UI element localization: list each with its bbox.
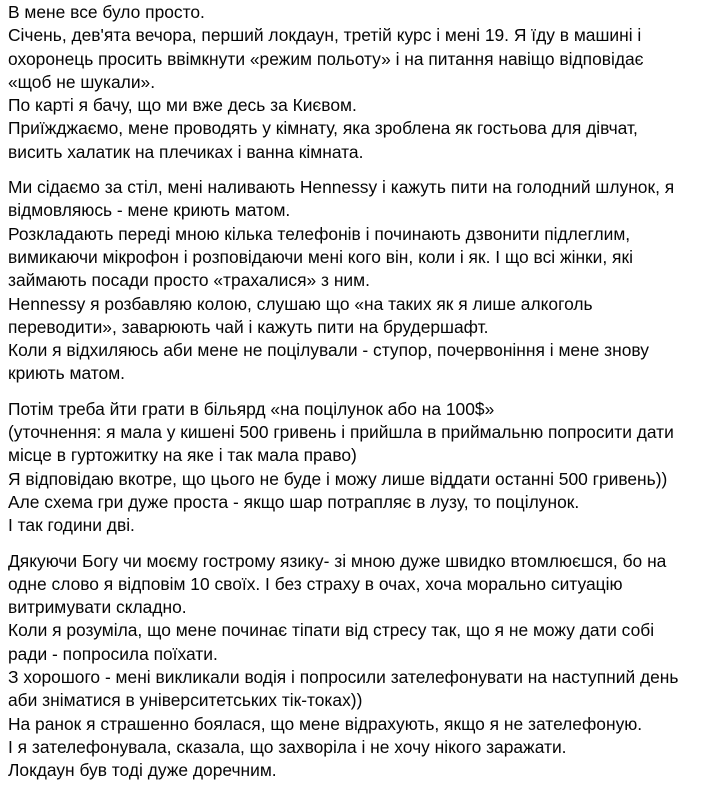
text-line: криють матом. — [8, 363, 125, 384]
text-line: Ми сідаємо за стіл, мені наливають Hennessy і кажуть пити на голодний шлунок, я — [8, 177, 675, 198]
text-line: Січень, дев'ята вечора, перший локдаун, третій курс і мені 19. Я їду в машині і — [8, 25, 642, 46]
text-line: Але схема гри дуже проста - якщо шар потрапляє в лузу, то поцілунок. — [8, 491, 580, 512]
text-line: Розкладають переді мною кілька телефонів і починають дзвонити підлеглим, — [8, 223, 631, 244]
text-line: На ранок я страшенно боялася, що мене відрахують, якщо я не зателефоную. — [8, 713, 643, 734]
paragraph-spacer — [8, 538, 720, 550]
text-line: відмовляюсь - мене криють матом. — [8, 200, 291, 221]
text-line: охоронець просить ввімкнути «режим польоту» і на питання навіщо відповідає — [8, 48, 644, 69]
text-line: займають посади просто «трахалися» з ним. — [8, 270, 370, 291]
paragraph-4 — [8, 550, 720, 783]
text-line: Коли я відхиляюсь аби мене не поцілували - ступор, почервоніння і мене знову — [8, 340, 649, 361]
text-line: Приїжджаємо, мене проводять у кімнату, яка зроблена як гостьова для дівчат, — [8, 118, 638, 139]
text-line: одне слово я відповім 10 своїх. І без страху в очах, хоча морально ситуацію — [8, 573, 623, 594]
text-line: місце в гуртожитку на яке і так мала право) — [8, 445, 357, 466]
text-line: переводити», заварюють чай і кажуть пити на брудершафт. — [8, 316, 489, 337]
text-line: висить халатик на плечиках і ванна кімната. — [8, 141, 364, 162]
text-line: витримувати складно. — [8, 597, 187, 618]
text-line: Я відповідаю вкотре, що цього не буде і можу лише віддати останні 500 гривень)) — [8, 468, 668, 489]
text-line: Дякуючи Богу чи моєму гострому язику- зі мною дуже швидко втомлюєшся, бо на — [8, 550, 667, 571]
text-line: І так години дві. — [8, 515, 135, 536]
text-line: Коли я розуміла, що мене починає тіпати від стресу так, що я не можу дати собі — [8, 620, 655, 641]
text-line: Потім треба йти грати в більярд «на поцілунок або на 100$» — [8, 398, 495, 419]
text-line: аби зніматися в університетських тік-токах)) — [8, 690, 363, 711]
text-line: «щоб не шукали». — [8, 71, 156, 92]
text-line: По карті я бачу, що ми вже десь за Києвом. — [8, 95, 357, 116]
paragraph-3 — [8, 398, 720, 538]
paragraph-spacer — [8, 386, 720, 398]
text-line: (уточнення: я мала у кишені 500 гривень і прийшла в приймальню попросити дати — [8, 422, 674, 443]
text-line: В мене все було просто. — [8, 2, 205, 22]
paragraph-2 — [8, 176, 720, 386]
text-line: Hennessy я розбавляю колою, слушаю що «на таких як я лише алкоголь — [8, 293, 593, 314]
text-line: З хорошого - мені викликали водія і попросили зателефонувати на наступний день — [8, 667, 679, 688]
text-line: ради - попросила поїхати. — [8, 643, 218, 664]
paragraph-spacer — [8, 164, 720, 176]
text-line: І я зателефонувала, сказала, що захворіла і не хочу нікого заражати. — [8, 736, 567, 757]
text-line: вимикаючи мікрофон і розповідаючи мені кого він, коли і як. І що всі жінки, які — [8, 246, 633, 267]
text-line: Локдаун був тоді дуже доречним. — [8, 760, 277, 781]
paragraph-1 — [8, 1, 720, 164]
